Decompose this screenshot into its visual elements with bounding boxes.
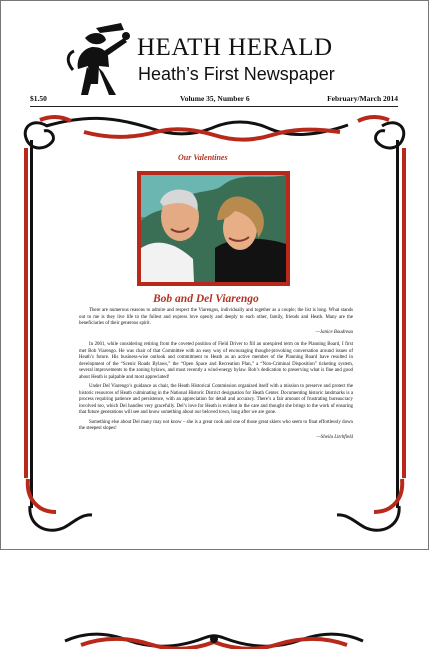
- masthead: [0, 0, 429, 103]
- issue-price: $1.50: [30, 94, 47, 103]
- newspaper-title: HEATH HERALD: [137, 34, 333, 61]
- issue-info-bar: [30, 94, 398, 107]
- article-paragraph: Something else about Del many may not know – she is a great cook and one of those great skiers who seem to float effortlessly down the steepest slopes!: [79, 419, 353, 431]
- article-signature: —Sheila Litchfield: [316, 434, 353, 440]
- portrait-photo-icon: [141, 175, 286, 282]
- article-paragraph: There are numerous reasons to admire and respect the Viarengos, individually and together as a couple; the list is long. What stands out to me is they live life to the fullest and express love openly and deeply to each other, family, friends and Heath. Many are the beneficiaries of their generous spirit.: [79, 308, 353, 326]
- section-title: Our Valentines: [178, 153, 228, 162]
- newspaper-subtitle: Heath’s First Newspaper: [138, 64, 335, 84]
- issue-date: February/March 2014: [327, 94, 398, 103]
- issue-volume: Volume 35, Number 6: [180, 94, 250, 103]
- article-paragraph: In 2001, while considering retiring from the coveted position of Field Driver to fill an unexpired term on the Planning Board, I first met Bob Viarengo. He was chair of that Committee with an easy way of encouraging thought-provoking conversation around issues of Heath’s future. His business-wise outlook and commitment to Heath as an active member of the Planning Board have resulted in development of the “Scenic Roads Bylaws,” the “Open Space and Recreation Plan,” a “Non-Criminal Disposition” ticketing system, several improvements to the zoning bylaws, and most recently a wind-energy bylaw. Bob’s dedication to preserving what is fine and good about Heath is palpable and most appreciated!: [79, 342, 353, 380]
- ornamental-footer-icon: [61, 629, 367, 649]
- article-paragraph: Under Del Viarengo’s guidance as chair, the Heath Historical Commission organized itself with a mission to preserve and protect the historic resources of Heath culminating in the National Historic District designation for Heath Center. Documenting historic landmarks is a process requiring patience and persistence, with an appreciation for detail and accuracy. There’s a fair amount of frustrating bureaucracy involved too, which Del handles very gracefully. Del’s love for Heath is evident in the care and thought she brings to the work of ensuring that future generations will see and know something about our beloved town, long after we are gone.: [79, 384, 353, 415]
- town-crier-logo-icon: [64, 20, 138, 98]
- valentines-article: [79, 308, 353, 447]
- article-signature: —Janice Boudreau: [315, 329, 353, 335]
- article-headline: Bob and Del Viarengo: [153, 293, 259, 305]
- valentines-photo: [137, 171, 290, 286]
